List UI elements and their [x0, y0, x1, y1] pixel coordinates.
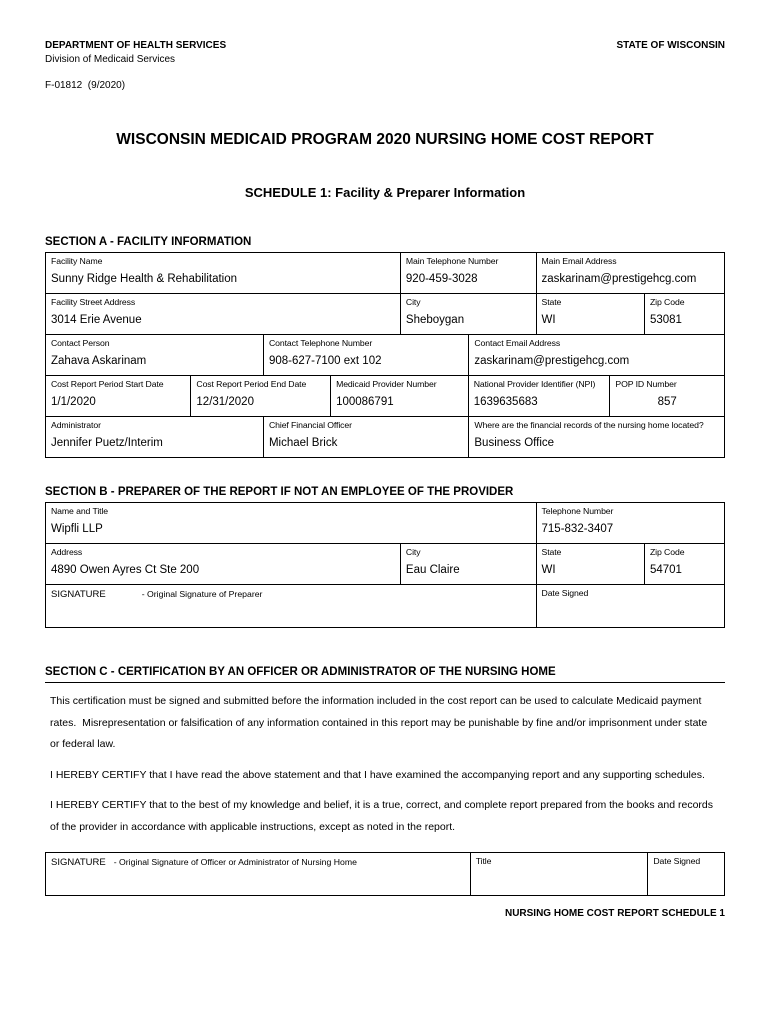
preparer-city-value[interactable]: Eau Claire: [405, 564, 460, 576]
preparer-signature-note: - Original Signature of Preparer: [141, 589, 263, 599]
contact-person-label: Contact Person: [51, 338, 110, 348]
pop-id-label: POP ID Number: [615, 379, 677, 389]
division-subtitle: Division of Medicaid Services: [45, 54, 176, 65]
preparer-state-field[interactable]: [536, 544, 644, 584]
page-footer: NURSING HOME COST REPORT SCHEDULE 1: [504, 908, 725, 920]
section-b: [45, 486, 725, 628]
contact-person-value[interactable]: Zahava Askarinam: [51, 355, 147, 367]
preparer-name-value[interactable]: Wipfli LLP: [51, 523, 103, 535]
zip-label: Zip Code: [649, 297, 685, 307]
preparer-telephone-value[interactable]: 715-832-3407: [541, 523, 614, 535]
certification-paragraph-3: I HEREBY CERTIFY that to the best of my knowledge and belief, it is a true, correct, and complete report prepared from the books and records of the provider in accordance with applicable instructions, except as noted in the report.: [50, 799, 716, 833]
facility-name-label: Facility Name: [51, 256, 103, 266]
period-end-field[interactable]: [190, 376, 330, 416]
main-email-label: Main Email Address: [541, 256, 617, 266]
preparer-state-label: State: [541, 547, 562, 557]
city-field[interactable]: [400, 294, 536, 334]
records-location-label: Where are the financial records of the nursing home located?: [474, 420, 704, 430]
npi-value[interactable]: 1639635683: [473, 396, 538, 408]
officer-signature-caption: [51, 856, 465, 868]
facility-row-3: [46, 334, 724, 375]
contact-person-field[interactable]: [46, 335, 263, 375]
state-field[interactable]: [536, 294, 644, 334]
officer-signature-word: SIGNATURE: [51, 857, 106, 869]
main-telephone-label: Main Telephone Number: [405, 256, 499, 266]
street-address-label: Facility Street Address: [51, 297, 136, 307]
certification-paragraph-2: I HEREBY CERTIFY that I have read the above statement and that I have examined the accompanying report and any supporting schedules.: [50, 768, 705, 781]
records-location-field[interactable]: [468, 417, 724, 457]
period-end-label: Cost Report Period End Date: [196, 379, 307, 389]
medicaid-provider-value[interactable]: 100086791: [336, 396, 394, 408]
contact-telephone-field[interactable]: [263, 335, 468, 375]
period-start-value[interactable]: 1/1/2020: [51, 396, 96, 408]
npi-field[interactable]: [468, 376, 610, 416]
section-a-table: [45, 252, 725, 458]
contact-email-label: Contact Email Address: [474, 338, 561, 348]
section-a: [45, 236, 725, 458]
officer-title-label: Title: [475, 856, 492, 867]
preparer-address-label: Address: [51, 547, 83, 557]
cfo-field[interactable]: [263, 417, 468, 457]
page-header: [45, 40, 725, 91]
officer-signature-note: - Original Signature of Officer or Administrator of Nursing Home: [113, 857, 357, 868]
cfo-value[interactable]: Michael Brick: [268, 437, 338, 449]
zip-value[interactable]: 53081: [649, 314, 682, 326]
preparer-name-label: Name and Title: [51, 506, 109, 516]
officer-date-signed-label: Date Signed: [653, 856, 701, 867]
period-start-label: Cost Report Period Start Date: [51, 379, 164, 389]
officer-signature-row: [46, 853, 724, 895]
main-telephone-value[interactable]: 920-459-3028: [405, 273, 478, 285]
cfo-label: Chief Financial Officer: [268, 420, 352, 430]
preparer-row-2: [46, 543, 724, 584]
header-left: [45, 40, 226, 91]
contact-telephone-value[interactable]: 908-627-7100 ext 102: [268, 355, 382, 367]
preparer-address-field[interactable]: [46, 544, 400, 584]
state-title: STATE OF WISCONSIN: [616, 40, 725, 51]
administrator-field[interactable]: [46, 417, 263, 457]
preparer-city-label: City: [405, 547, 421, 557]
administrator-value[interactable]: Jennifer Puetz/Interim: [51, 437, 163, 449]
main-email-field[interactable]: [536, 253, 725, 293]
preparer-date-signed-label: Date Signed: [541, 588, 589, 598]
street-address-field[interactable]: [46, 294, 400, 334]
officer-date-signed-field[interactable]: [647, 853, 724, 895]
main-email-value[interactable]: zaskarinam@prestigehcg.com: [541, 273, 697, 285]
street-address-value[interactable]: 3014 Erie Avenue: [51, 314, 142, 326]
preparer-state-value[interactable]: WI: [541, 564, 556, 576]
preparer-telephone-label: Telephone Number: [541, 506, 614, 516]
facility-name-value[interactable]: Sunny Ridge Health & Rehabilitation: [51, 273, 238, 285]
records-location-value[interactable]: Business Office: [474, 437, 555, 449]
main-telephone-field[interactable]: [400, 253, 536, 293]
preparer-signature-row: [46, 584, 724, 627]
preparer-address-value[interactable]: 4890 Owen Ayres Ct Ste 200: [51, 564, 200, 576]
facility-row-2: [46, 293, 724, 334]
certification-statement: [45, 682, 725, 852]
schedule-subtitle: SCHEDULE 1: Facility & Preparer Information: [244, 185, 526, 200]
state-label: State: [541, 297, 562, 307]
preparer-zip-label: Zip Code: [649, 547, 685, 557]
preparer-name-field[interactable]: [46, 503, 536, 543]
certification-paragraph-1: This certification must be signed and submitted before the information included in the cost report can be used to calculate Medicaid payment rates. Misrepresentation or falsification of any information contained in this report may be punishable by fine and/or imprisonment under state or federal law.: [50, 695, 711, 751]
officer-signature-table: [45, 852, 725, 896]
preparer-telephone-field[interactable]: [536, 503, 724, 543]
period-start-field[interactable]: [46, 376, 190, 416]
npi-label: National Provider Identifier (NPI): [473, 379, 596, 389]
preparer-zip-value[interactable]: 54701: [649, 564, 682, 576]
contact-email-field[interactable]: [468, 335, 724, 375]
facility-row-4: [46, 375, 724, 416]
preparer-date-signed-field[interactable]: [536, 585, 724, 627]
form-number: F-01812 (9/2020): [45, 80, 126, 91]
preparer-signature-caption: [51, 588, 531, 600]
department-title: DEPARTMENT OF HEALTH SERVICES: [45, 40, 227, 51]
preparer-city-field[interactable]: [400, 544, 536, 584]
officer-signature-field[interactable]: [46, 853, 470, 895]
medicaid-provider-label: Medicaid Provider Number: [336, 379, 437, 389]
section-b-heading: SECTION B - PREPARER OF THE REPORT IF NOT AN EMPLOYEE OF THE PROVIDER: [45, 486, 514, 498]
facility-row-1: [46, 253, 724, 293]
preparer-signature-field[interactable]: [46, 585, 536, 627]
state-value[interactable]: WI: [541, 314, 556, 326]
section-a-heading: SECTION A - FACILITY INFORMATION: [45, 236, 252, 248]
document-title: WISCONSIN MEDICAID PROGRAM 2020 NURSING HOME COST REPORT: [116, 131, 654, 148]
city-value[interactable]: Sheboygan: [405, 314, 465, 326]
pop-id-field[interactable]: [609, 376, 724, 416]
contact-email-value[interactable]: zaskarinam@prestigehcg.com: [474, 355, 630, 367]
preparer-zip-field[interactable]: [644, 544, 724, 584]
section-c-heading: SECTION C - CERTIFICATION BY AN OFFICER OR ADMINISTRATOR OF THE NURSING HOME: [45, 666, 556, 678]
officer-title-field[interactable]: [470, 853, 648, 895]
section-c: [45, 666, 725, 896]
city-label: City: [405, 297, 421, 307]
contact-telephone-label: Contact Telephone Number: [268, 338, 373, 348]
facility-name-field[interactable]: [46, 253, 400, 293]
zip-field[interactable]: [644, 294, 724, 334]
preparer-signature-word: SIGNATURE: [51, 589, 106, 600]
preparer-row-1: [46, 503, 724, 543]
period-end-value[interactable]: 12/31/2020: [196, 396, 254, 408]
administrator-label: Administrator: [51, 420, 101, 430]
pop-id-value[interactable]: 857: [657, 396, 677, 408]
medicaid-provider-field[interactable]: [330, 376, 468, 416]
facility-row-5: [46, 416, 724, 457]
section-b-table: [45, 502, 725, 628]
